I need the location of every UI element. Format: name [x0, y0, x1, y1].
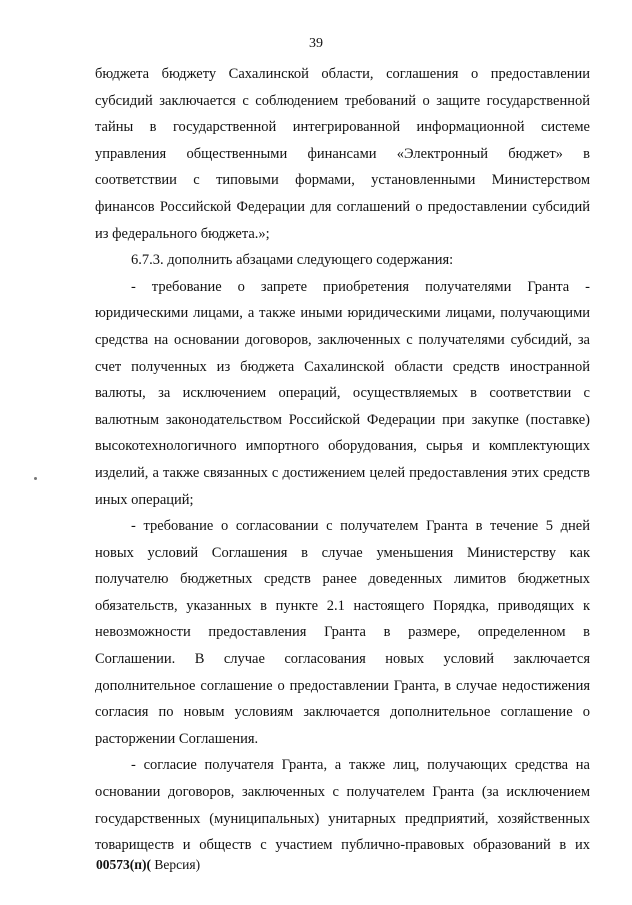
text-line: Соглашении. В случае согласования новых условий заключается [95, 651, 590, 668]
text-line: - требование о согласовании с получателем Гранта в течение 5 дней [131, 518, 590, 535]
document-code-version: Версия) [151, 857, 201, 872]
binding-mark [34, 477, 37, 480]
text-line: из федерального бюджета.»; [95, 225, 270, 242]
text-line: согласия по новым условиям заключается дополнительное соглашение о [95, 704, 590, 721]
text-line: тайны в государственной интегрированной информационной системе [95, 119, 590, 136]
page-number: 39 [309, 36, 323, 51]
document-body [95, 61, 590, 859]
text-line: высокотехнологичного импортного оборудования, сырья и комплектующих [95, 438, 590, 455]
text-line: расторжении Соглашения. [95, 730, 259, 747]
text-line: невозможности предоставления Гранта в размере, определенном в [95, 624, 590, 641]
text-line: изделий, а также связанных с достижением целей предоставления этих средств [95, 464, 590, 481]
text-line: управления общественными финансами «Электронный бюджет» в [95, 145, 590, 162]
text-line: новых условий Соглашения в случае уменьшения Министерству как [95, 544, 590, 561]
text-line: средства на основании договоров, заключенных с получателями субсидий, за [95, 331, 590, 348]
text-line: государственных (муниципальных) унитарных предприятий, хозяйственных [95, 810, 590, 827]
text-line: валюты, за исключением операций, осуществляемых в соответствии с [95, 385, 590, 402]
text-line: 6.7.3. дополнить абзацами следующего содержания: [131, 252, 454, 269]
text-line: соответствии с типовыми формами, установленными Министерством [95, 172, 590, 189]
text-line: товариществ и обществ с участием публично-правовых образований в их [95, 837, 590, 854]
text-line: финансов Российской Федерации для соглашений о предоставлении субсидий [95, 198, 590, 215]
text-line: дополнительное соглашение о предоставлении Гранта, в случае недостижения [95, 677, 590, 694]
text-line: получателю бюджетных средств ранее доведенных лимитов бюджетных [95, 571, 590, 588]
document-code [96, 857, 200, 873]
text-line: - согласие получателя Гранта, а также лиц, получающих средства на [131, 757, 590, 774]
text-line: иных операций; [95, 491, 194, 508]
text-line: обязательств, указанных в пункте 2.1 настоящего Порядка, приводящих к [95, 597, 590, 614]
text-line: бюджета бюджету Сахалинской области, соглашения о предоставлении [95, 66, 590, 82]
text-line: субсидий заключается с соблюдением требований о защите государственной [95, 92, 590, 109]
text-line: юридическими лицами, а также иными юридическими лицами, получающими [95, 305, 590, 322]
text-line: валютным законодательством Российской Федерации при закупке (поставке) [95, 411, 590, 428]
text-line: счет полученных из бюджета Сахалинской области средств иностранной [95, 358, 590, 375]
text-line: основании договоров, заключенных с получателем Гранта (за исключением [95, 784, 590, 801]
document-code-number: 00573(п)( [96, 857, 152, 872]
text-line: - требование о запрете приобретения получателями Гранта - [131, 278, 590, 295]
